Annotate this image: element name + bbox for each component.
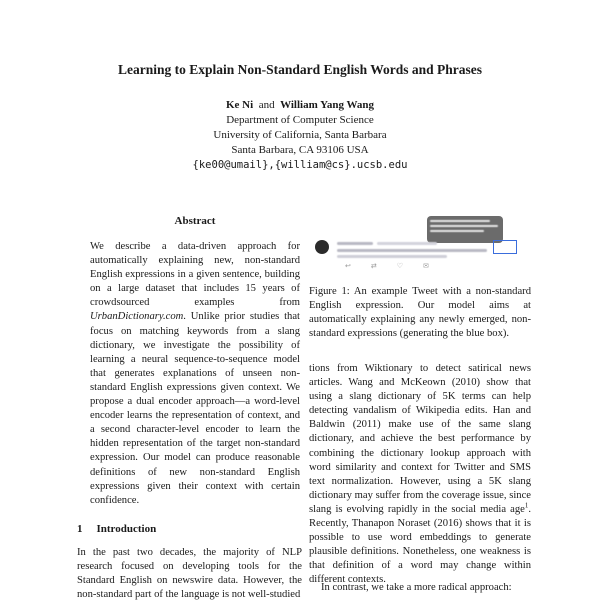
author-and: and xyxy=(258,99,275,111)
footnote-marker: 1 xyxy=(524,501,529,510)
abstract-part-1: We describe a data-driven approach for automatically explaining new, non-standard English expressions in a given sentence, building on a large dataset that includes 15 years of crowdsourced examples from xyxy=(90,241,300,309)
figure-tweet-image xyxy=(309,216,531,278)
intro-paragraph: In the past two decades, the majority of NLP research focused on developing tools for the Standard English on newswire data. However, the non-standard part of the language is not well-studied xyxy=(77,547,302,601)
figure-caption: Figure 1: An example Tweet with a non-standard English expression. Our model aims at automatically explaining any newly emerged, non-standard expressions (generating the blue box). xyxy=(309,286,531,340)
abstract-site-link: UrbanDictionary.com xyxy=(90,311,184,323)
affiliation-line: University of California, Santa Barbara xyxy=(213,129,387,141)
affiliation-line: Santa Barbara, CA 93106 USA xyxy=(231,144,369,156)
abstract-heading: Abstract xyxy=(174,215,216,227)
abstract-part-2: . Unlike prior studies that focus on matching keywords from a slang dictionary, we investigate the possibility of learning a neural sequence-to-sequence model that generates explanations of unseen non-standard English expressions given context. We propose a dual encoder approach—a word-level encoder learns the representation of context, and a second character-level encoder to learn the hidden representation of the target non-standard expression. Our model can produce reasonable definitions of new non-standard English expressions given their context with certain confidence. xyxy=(90,311,300,506)
right-para-part-1: tions from Wiktionary to detect satirical news articles. Wang and McKeown (2010) show that using a slang dictionary of 5K terms can help detecting vandalism of Wikipedia edits. Han and Baldwin (2011) make use of the same slang dictionary, and achieve the best performance by combining the dictionary lookup approach with word similarity and context for Twitter and SMS text normalization. However, using a 5K slang dictionary may suffer from the coverage issue, since slang is evolving rapidly in the social media age xyxy=(309,363,531,515)
avatar xyxy=(315,240,329,254)
author-emails: {ke00@umail},{william@cs}.ucsb.edu xyxy=(192,159,408,171)
right-para-part-2: . Recently, Thanapon Noraset (2016) shows that it is possible to use word embeddings to generate plausible definitions. Nonetheless, one weakness is that definition of a word may change within different contexts. xyxy=(309,503,531,586)
introduction-text xyxy=(77,546,302,602)
right-column-paragraph-2 xyxy=(309,581,531,595)
author-1: Ke Ni xyxy=(225,99,254,111)
right-column-text xyxy=(309,362,531,588)
paper-title: Learning to Explain Non-Standard English Words and Phrases xyxy=(118,62,482,77)
abstract-text xyxy=(90,240,300,508)
section-title: Introduction xyxy=(96,523,157,535)
section-number: 1 xyxy=(77,523,83,535)
tooltip-bubble xyxy=(427,216,503,243)
highlight-box xyxy=(493,240,517,254)
author-block xyxy=(0,98,600,173)
section-heading-introduction xyxy=(77,523,156,535)
author-2: William Yang Wang xyxy=(280,99,375,111)
right-para-2: In contrast, we take a more radical approach: xyxy=(321,582,512,593)
tweet-action-icons: ↩⇄♡✉ xyxy=(345,262,449,270)
affiliation-line: Department of Computer Science xyxy=(226,114,374,126)
